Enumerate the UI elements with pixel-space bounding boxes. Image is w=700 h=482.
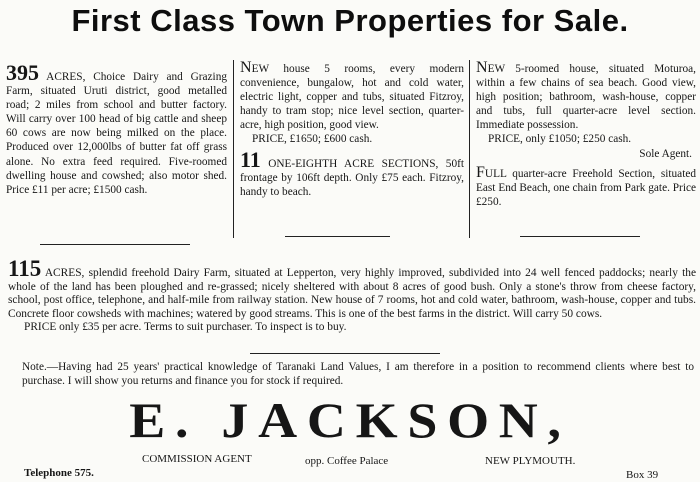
- listing-lepperton-farm: [8, 256, 697, 335]
- agent-role: COMMISSION AGENT: [142, 453, 252, 465]
- headline: First Class Town Properties for Sale.: [71, 3, 629, 38]
- column-divider-2: [469, 60, 470, 238]
- drop-cap: N: [240, 59, 252, 76]
- agent-town: NEW PLYMOUTH.: [485, 455, 576, 467]
- column-divider-1: [233, 60, 234, 238]
- section-rule: [250, 353, 440, 354]
- drop-cap: F: [476, 163, 485, 181]
- farm-acreage-number: 115: [8, 256, 42, 281]
- sections-number: 11: [240, 146, 261, 172]
- section-rule: [285, 236, 390, 237]
- listing-sections-text: ONE-EIGHTH ACRE SECTIONS, 50ft frontage by 106ft depth. Only £75 each. Fitzroy, handy to beach.: [240, 157, 464, 198]
- listing-moturoa-text: EW 5-roomed house, situated Moturoa, within a few chains of sea beach. Good view, high position; bathroom, wash-house, copper and tubs, full quarter-acre level section. Immediate possession.: [476, 63, 696, 132]
- listing-moturoa-price: PRICE, only £1050; £250 cash.: [488, 133, 632, 146]
- acreage-number: 395: [6, 60, 39, 85]
- listing-eastend-text: ULL quarter-acre Freehold Section, situated East End Beach, one chain from Park gate. Price £250.: [476, 167, 696, 208]
- listing-fitzroy-house: [240, 59, 464, 199]
- agent-location: opp. Coffee Palace: [305, 455, 389, 467]
- section-rule: [520, 236, 640, 237]
- telephone-number: Telephone 575.: [24, 467, 94, 479]
- sole-agent-label: Sole Agent.: [639, 147, 692, 160]
- section-rule: [40, 244, 190, 245]
- advertiser-name: E. JACKSON,: [129, 392, 571, 448]
- drop-cap: N: [476, 59, 488, 76]
- listing-fitzroy-price: PRICE, £1650; £600 cash.: [252, 133, 373, 146]
- listing-lepperton-text: ACRES, splendid freehold Dairy Farm, situated at Lepperton, very highly improved, subdivided into 24 well fenced paddocks; nearly the whole of the land has been ploughed and re-grassed; nicely sheltered with about 8 acres of good bush. Only a stone's throw from cheese factory, school, post office, telephone, and half-mile from railway station. New house of 7 rooms, hot and cold water, bathroom, wash-house, copper and tubs. Concrete floor cowsheds with machines; watered by good streams. This is one of the best farms in the district. Will carry 50 cows.: [8, 267, 697, 320]
- listing-moturoa: [476, 59, 696, 209]
- listing-uruti-text: ACRES, Choice Dairy and Grazing Farm, situated Uruti district, good metalled road; 2 miles from school and butter factory. Will carry over 100 head of big cattle and sheep 60 cows are now being milked on the place. Produced over 12,000lbs of butter fat off grass alone. No extra feed required. Five-roomed dwelling house and cowshed; also motor shed. Price £11 per acre; £1500 cash.: [6, 71, 227, 196]
- agent-note: Note.—Having had 25 years' practical knowledge of Taranaki Land Values, I am therefore in a position to recommend clients where best to purchase. I will show you returns and finance you for stock if required.: [22, 361, 694, 387]
- box-number: Box 39: [626, 469, 659, 481]
- listing-fitzroy-text: EW house 5 rooms, every modern convenience, bungalow, hot and cold water, electric light, copper and tubs, situated Fitzroy, handy to tram stop; nice level section, quarter-acre, high position, good view.: [240, 63, 464, 132]
- listing-uruti: [6, 60, 227, 197]
- listing-lepperton-price: PRICE only £35 per acre. Terms to suit purchaser. To inspect is to buy.: [24, 321, 347, 334]
